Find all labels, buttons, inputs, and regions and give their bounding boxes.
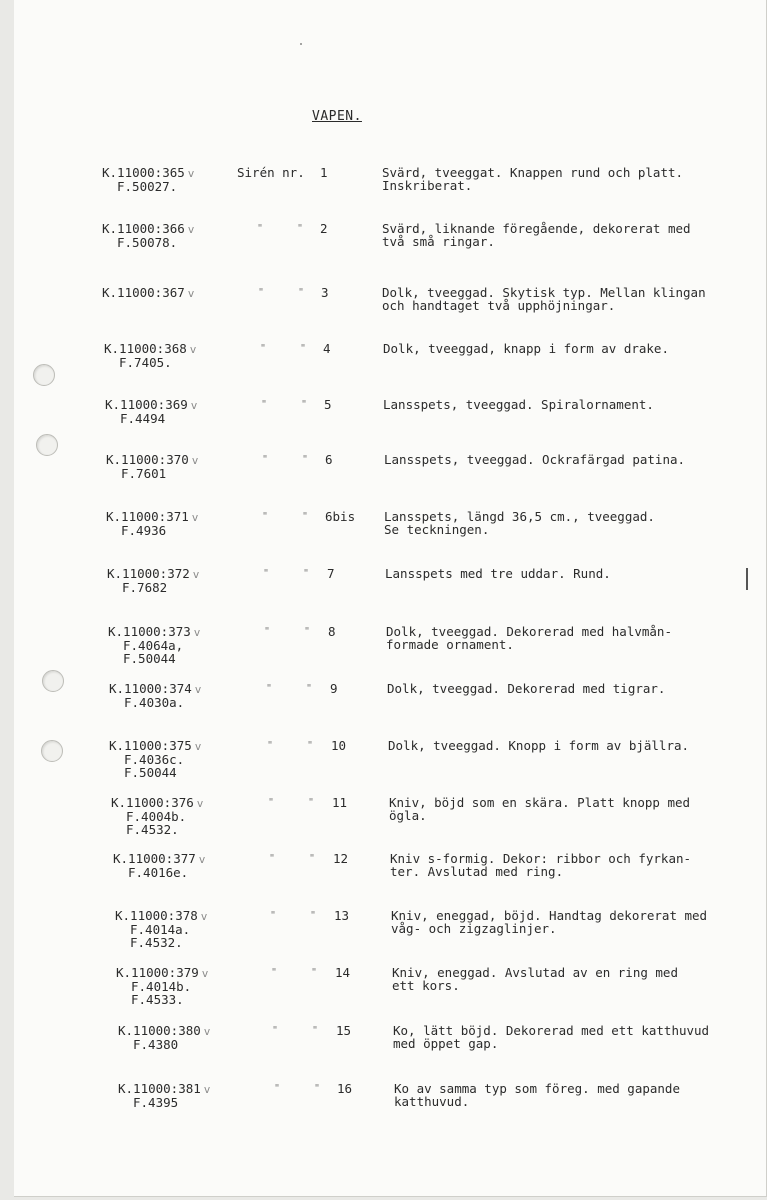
catalog-number [113, 852, 353, 866]
ditto-mark: " [297, 223, 304, 234]
ditto-mark: " [310, 910, 317, 921]
find-number: F.7601 [121, 466, 167, 481]
find-number: F.4016e. [128, 865, 189, 880]
catalog-numbers [102, 222, 342, 249]
ditto-mark: " [260, 343, 267, 354]
ditto-mark: " [298, 287, 305, 298]
check-mark: v [190, 399, 198, 412]
catalog-number [115, 909, 355, 923]
catalog-number [104, 342, 344, 356]
punch-hole [42, 670, 64, 692]
catalog-number-text: K.11000:378 [115, 908, 198, 923]
siren-number: 2 [320, 221, 328, 236]
ditto-mark: " [300, 343, 307, 354]
find-number: F.4380 [133, 1037, 179, 1052]
find-number: F.4014b. [131, 979, 192, 994]
item-description: Dolk, tveeggad. Dekorerad med halvmån- formade ornament. [386, 624, 672, 652]
check-mark: v [194, 740, 202, 753]
catalog-numbers [104, 342, 344, 369]
find-number: F.4936 [121, 523, 167, 538]
ditto-mark: " [262, 511, 269, 522]
catalog-number [118, 1024, 358, 1038]
catalog-numbers [102, 166, 342, 193]
ditto-mark: " [262, 454, 269, 465]
siren-number: 8 [328, 624, 336, 639]
item-description: Lansspets, tveeggad. Spiralornament. [383, 397, 654, 412]
siren-number: 14 [335, 965, 351, 980]
siren-number: 13 [334, 908, 350, 923]
ditto-mark: " [303, 568, 310, 579]
punch-hole [36, 434, 58, 456]
catalog-number-text: K.11000:370 [106, 452, 189, 467]
check-mark: v [192, 568, 200, 581]
punch-hole [33, 364, 55, 386]
catalog-numbers [111, 796, 351, 836]
find-number: F.4395 [133, 1095, 179, 1110]
ditto-mark: " [257, 223, 264, 234]
siren-number: 9 [330, 681, 338, 696]
catalog-number [107, 567, 347, 581]
catalog-number [105, 398, 345, 412]
check-mark: v [193, 626, 201, 639]
check-mark: v [187, 287, 195, 300]
catalog-numbers [109, 682, 349, 709]
find-number: F.4064a, [123, 638, 184, 653]
siren-number: 3 [321, 285, 329, 300]
item-description: Dolk, tveeggad. Knopp i form av bjällra. [388, 738, 690, 753]
check-mark: v [198, 853, 206, 866]
catalog-numbers [105, 398, 345, 425]
check-mark: v [203, 1083, 211, 1096]
item-description: Lansspets med tre uddar. Rund. [385, 566, 611, 581]
item-description: Kniv, böjd som en skära. Platt knopp med ögla. [389, 795, 691, 823]
catalog-number [106, 453, 346, 467]
check-mark: v [196, 797, 204, 810]
check-mark: v [187, 167, 195, 180]
catalog-number-text: K.11000:379 [116, 965, 199, 980]
item-description: Lansspets, tveeggad. Ockrafärgad patina. [384, 452, 686, 467]
catalog-numbers [106, 510, 346, 537]
find-number: F.4533. [131, 992, 184, 1007]
ditto-mark: " [302, 454, 309, 465]
find-number: F.4004b. [126, 809, 187, 824]
ditto-mark: " [269, 853, 276, 864]
siren-number: 11 [332, 795, 348, 810]
catalog-number-text: K.11000:369 [105, 397, 188, 412]
ditto-mark: " [314, 1083, 321, 1094]
siren-number: 10 [331, 738, 347, 753]
siren-number: 5 [324, 397, 332, 412]
item-description: Dolk, tveeggad. Skytisk typ. Mellan klingan och handtaget två upphöjningar. [382, 285, 706, 313]
ditto-mark: " [311, 967, 318, 978]
catalog-numbers [108, 625, 348, 665]
catalog-numbers [118, 1024, 358, 1051]
catalog-numbers [116, 966, 356, 1006]
item-description: Kniv s-formig. Dekor: ribbor och fyrkan- ter. Avslutad med ring. [390, 851, 692, 879]
check-mark: v [191, 454, 199, 467]
catalog-number-text: K.11000:377 [113, 851, 196, 866]
ditto-mark: " [304, 626, 311, 637]
find-number: F.4532. [126, 822, 179, 837]
ditto-mark: " [272, 1025, 279, 1036]
check-mark: v [200, 910, 208, 923]
find-number: F.4014a. [130, 922, 191, 937]
catalog-number [111, 796, 351, 810]
page-title: VAPEN. [312, 109, 362, 124]
siren-number: 4 [323, 341, 331, 356]
ditto-mark: " [309, 853, 316, 864]
ditto-mark: " [271, 967, 278, 978]
catalog-number-text: K.11000:376 [111, 795, 194, 810]
siren-number: 6 [325, 452, 333, 467]
siren-number: 1 [320, 165, 328, 180]
catalog-number [102, 166, 342, 180]
find-number: F.4494 [120, 411, 166, 426]
siren-number: 7 [327, 566, 335, 581]
find-number: F.4036c. [124, 752, 185, 767]
ditto-mark: " [274, 1083, 281, 1094]
ditto-mark: " [308, 797, 315, 808]
ditto-mark: " [266, 683, 273, 694]
siren-number: 12 [333, 851, 349, 866]
ditto-mark: " [264, 626, 271, 637]
catalog-number [102, 222, 342, 236]
ditto-mark: " [307, 740, 314, 751]
siren-number: 6bis [325, 509, 356, 524]
check-mark: v [203, 1025, 211, 1038]
catalog-number-text: K.11000:381 [118, 1081, 201, 1096]
item-description: Dolk, tveeggad, knapp i form av drake. [383, 341, 669, 356]
ditto-mark: " [258, 287, 265, 298]
check-mark: v [191, 511, 199, 524]
catalog-numbers [107, 567, 347, 594]
check-mark: v [189, 343, 197, 356]
item-description: Lansspets, längd 36,5 cm., tveeggad. Se teckningen. [384, 509, 655, 537]
catalog-numbers [113, 852, 353, 879]
find-number: F.7405. [119, 355, 172, 370]
ditto-mark: " [312, 1025, 319, 1036]
siren-number: 16 [337, 1081, 353, 1096]
ditto-mark: " [267, 740, 274, 751]
catalog-numbers [115, 909, 355, 949]
catalog-number [109, 682, 349, 696]
catalog-numbers [102, 286, 342, 300]
catalog-number-text: K.11000:367 [102, 285, 185, 300]
catalog-number-text: K.11000:375 [109, 738, 192, 753]
ditto-mark: " [306, 683, 313, 694]
catalog-number [106, 510, 346, 524]
punch-hole [41, 740, 63, 762]
item-description: Kniv, eneggad, böjd. Handtag dekorerat med våg- och zigzaglinjer. [391, 908, 708, 936]
catalog-number-text: K.11000:372 [107, 566, 190, 581]
check-mark: v [201, 967, 209, 980]
check-mark: v [194, 683, 202, 696]
find-number: F.50044 [123, 651, 176, 666]
check-mark: v [187, 223, 195, 236]
catalog-number-text: K.11000:374 [109, 681, 192, 696]
siren-reference: Sirén nr. [237, 165, 305, 180]
find-number: F.50027. [117, 179, 178, 194]
catalog-number-text: K.11000:380 [118, 1023, 201, 1038]
ditto-mark: " [263, 568, 270, 579]
find-number: F.50078. [117, 235, 178, 250]
ditto-mark: " [302, 511, 309, 522]
find-number: F.4532. [130, 935, 183, 950]
item-description: Svärd, liknande föregående, dekorerat med två små ringar. [382, 221, 691, 249]
item-description: Ko av samma typ som föreg. med gapande katthuvud. [394, 1081, 680, 1109]
catalog-number [118, 1082, 358, 1096]
ditto-mark: " [301, 399, 308, 410]
find-number: F.7682 [122, 580, 168, 595]
item-description: Ko, lätt böjd. Dekorerad med ett katthuvud med öppet gap. [393, 1023, 710, 1051]
catalog-number [102, 286, 342, 300]
catalog-numbers [106, 453, 346, 480]
item-description: Svärd, tveeggat. Knappen rund och platt. Inskriberat. [382, 165, 684, 193]
catalog-number [108, 625, 348, 639]
siren-number: 15 [336, 1023, 352, 1038]
catalog-number-text: K.11000:373 [108, 624, 191, 639]
catalog-number [116, 966, 356, 980]
ditto-mark: " [268, 797, 275, 808]
ditto-mark: " [261, 399, 268, 410]
item-description: Dolk, tveeggad. Dekorerad med tigrar. [387, 681, 666, 696]
catalog-number-text: K.11000:366 [102, 221, 185, 236]
item-description: Kniv, eneggad. Avslutad av en ring med ett kors. [392, 965, 678, 993]
paper-speck [300, 43, 302, 45]
find-number: F.4030a. [124, 695, 185, 710]
find-number: F.50044 [124, 765, 177, 780]
catalog-number-text: K.11000:365 [102, 165, 185, 180]
catalog-number-text: K.11000:368 [104, 341, 187, 356]
catalog-number-text: K.11000:371 [106, 509, 189, 524]
catalog-numbers [118, 1082, 358, 1109]
ditto-mark: " [270, 910, 277, 921]
